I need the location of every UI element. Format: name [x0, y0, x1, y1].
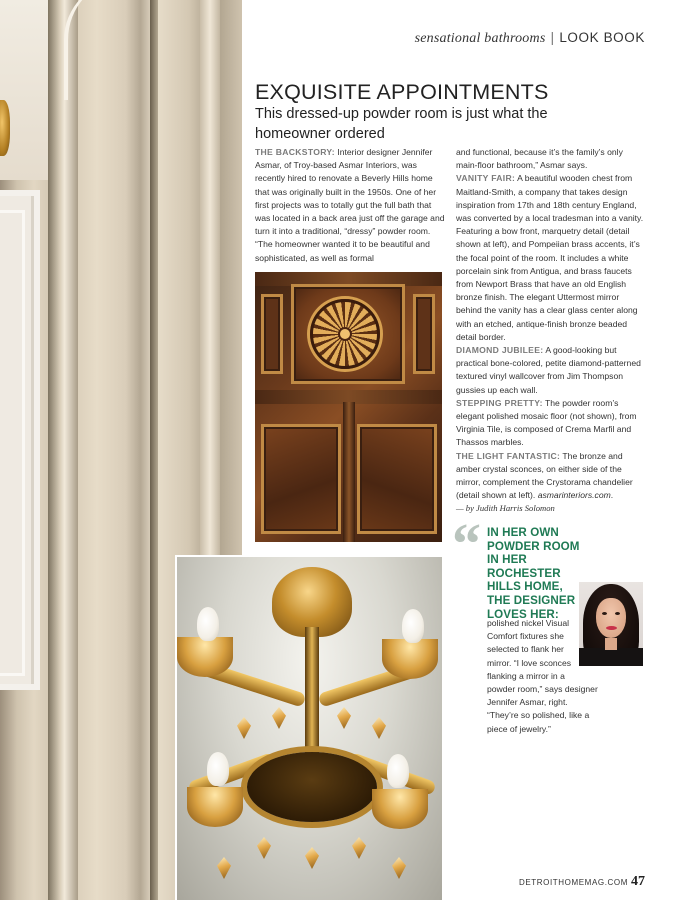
pull-quote-body-line: Comfort fixtures she	[487, 631, 564, 642]
section-name: sensational bathrooms	[414, 31, 546, 46]
light-text: The bronze and amber crystal sconces, on either side of the mirror, complement the Crystorama chandelier (detail shown at left).	[456, 450, 633, 501]
marquetry-chest-photo	[255, 272, 442, 542]
crystal-drop	[352, 837, 366, 859]
look-book-label: LOOK BOOK	[559, 30, 645, 45]
light-label: THE LIGHT FANTASTIC:	[456, 450, 561, 461]
light-paragraph	[456, 450, 644, 503]
body-column-left	[255, 146, 445, 265]
candle-bulb	[197, 607, 219, 641]
pull-quote-line: IN HER	[487, 553, 527, 567]
portrait-lips	[606, 626, 617, 630]
chest-panel-lower-right	[357, 424, 437, 534]
pull-quote-line: ROCHESTER	[487, 566, 561, 580]
sconce-detail	[0, 100, 10, 156]
portrait-eye	[602, 612, 607, 615]
crystal-drop	[392, 857, 406, 879]
portrait-shoulders	[579, 648, 643, 666]
pull-quote-headline	[487, 526, 585, 621]
stepping-text: The powder room’s elegant polished mosaic floor (not shown), from Virginia Tile, is composed of Crema Marfil and Thassos marbles.	[456, 397, 637, 448]
crystal-drop	[272, 707, 286, 729]
chandelier-photo	[175, 555, 442, 900]
portrait-eye	[615, 612, 620, 615]
pull-quote-line: THE DESIGNER	[487, 593, 576, 607]
backstory-paragraph	[255, 146, 445, 265]
crystal-drop	[337, 707, 351, 729]
diamond-text: A good-looking but practical bone-colored, petite diamond-patterned textured vinyl wallcover from Jim Thompson gussies up each wall.	[456, 345, 641, 395]
backstory-label: THE BACKSTORY:	[255, 147, 335, 157]
crystal-drop	[372, 717, 386, 739]
candle-cup	[187, 787, 243, 827]
pull-quote-body-line: powder room,” says designer	[487, 684, 598, 695]
chandelier-stem	[305, 627, 319, 767]
stepping-paragraph	[456, 397, 644, 450]
candle-cup	[177, 637, 233, 677]
candle-bulb	[387, 754, 409, 788]
magazine-site: DETROITHOMEMAG.COM	[518, 878, 628, 887]
pull-quote-line: HILLS HOME,	[487, 580, 563, 594]
designer-url[interactable]: asmarinteriors.com	[537, 490, 611, 501]
mirror-reflection-dark	[150, 0, 158, 900]
pull-quote-body-line: mirror. “I love sconces	[487, 657, 572, 668]
pull-quote-body-line: piece of jewelry.”	[487, 723, 551, 734]
mirror-frame-edge	[48, 0, 78, 900]
page-folio	[519, 872, 645, 890]
backstory-continued: and functional, because it’s the family’s only main-floor bathroom,” Asmar says.	[456, 147, 623, 171]
chest-panel	[413, 294, 435, 374]
chandelier-bowl	[247, 752, 377, 822]
url-period: .	[610, 490, 614, 501]
pull-quote-body-line: selected to flank her	[487, 644, 564, 655]
crystal-drop	[305, 847, 319, 869]
portrait-face	[596, 598, 626, 638]
wall-molding	[0, 190, 40, 690]
pull-quote-line: LOVES HER:	[487, 607, 559, 621]
stepping-label: STEPPING PRETTY:	[456, 397, 543, 408]
portrait-neck	[605, 638, 617, 650]
byline: — by Judith Harris Solomon	[456, 503, 555, 514]
pull-quote-body-line: Jennifer Asmar, right.	[487, 697, 568, 708]
diamond-paragraph	[456, 344, 644, 397]
chest-panel	[261, 294, 283, 374]
crystal-drop	[237, 717, 251, 739]
diamond-label: DIAMOND JUBILEE:	[456, 345, 544, 356]
mirror-frame-curve	[64, 0, 124, 100]
designer-portrait	[579, 582, 643, 666]
vanity-paragraph	[456, 172, 644, 344]
section-header	[415, 29, 645, 47]
chest-panel-lower-left	[261, 424, 341, 534]
candle-cup	[372, 789, 428, 829]
body-column-right	[456, 146, 644, 516]
page-number: 47	[631, 874, 645, 889]
candle-bulb	[402, 609, 424, 643]
chest-stile	[343, 402, 355, 542]
pull-quote-body-line: flanking a mirror in a	[487, 670, 565, 681]
backstory-text: Interior designer Jennifer Asmar, of Troy-based Asmar Interiors, was recently hired to renovate a Beverly Hills home that was originally built in the 1950s. One of her first projects was to totally gut the full bath that was located in a back area just off the garage and turn it into a traditional, “dressy” powder room. “The homeowner wanted it to be beautiful and sophisticated, as well as formal	[255, 147, 445, 263]
candle-cup	[382, 639, 438, 679]
quote-mark: “	[452, 511, 481, 576]
article-headline: EXQUISITE APPOINTMENTS	[255, 80, 549, 104]
crystal-drop	[257, 837, 271, 859]
pull-quote-body-line: polished nickel Visual	[487, 618, 570, 628]
pull-quote-body-line: “They’re so polished, like a	[487, 710, 590, 721]
article-dek: This dressed-up powder room is just what the homeowner ordered	[255, 106, 548, 142]
vanity-label: VANITY FAIR:	[456, 173, 516, 184]
candle-bulb	[207, 752, 229, 786]
pull-quote-line: POWDER ROOM	[487, 539, 580, 553]
pull-quote-line: IN HER OWN	[487, 526, 559, 539]
rosette-center	[338, 327, 352, 341]
crystal-drop	[217, 857, 231, 879]
vanity-text: A beautiful wooden chest from Maitland-Smith, a company that takes design inspiration from 17th and 18th century England, was converted by a local tradesman into a vanity. Featuring a bow front, marquetry detail (detail shown at left), and Pompeiian brass accents, it’s the focal point of the room. It includes a white porcelain sink from Antigua, and brass faucets from Newport Brass that have an old English bronze finish. The elegant Uttermost mirror behind the vanity has a clear glass center along with an etched, antique-finish bronze beaded detail border.	[456, 173, 644, 342]
header-divider: |	[550, 29, 555, 45]
